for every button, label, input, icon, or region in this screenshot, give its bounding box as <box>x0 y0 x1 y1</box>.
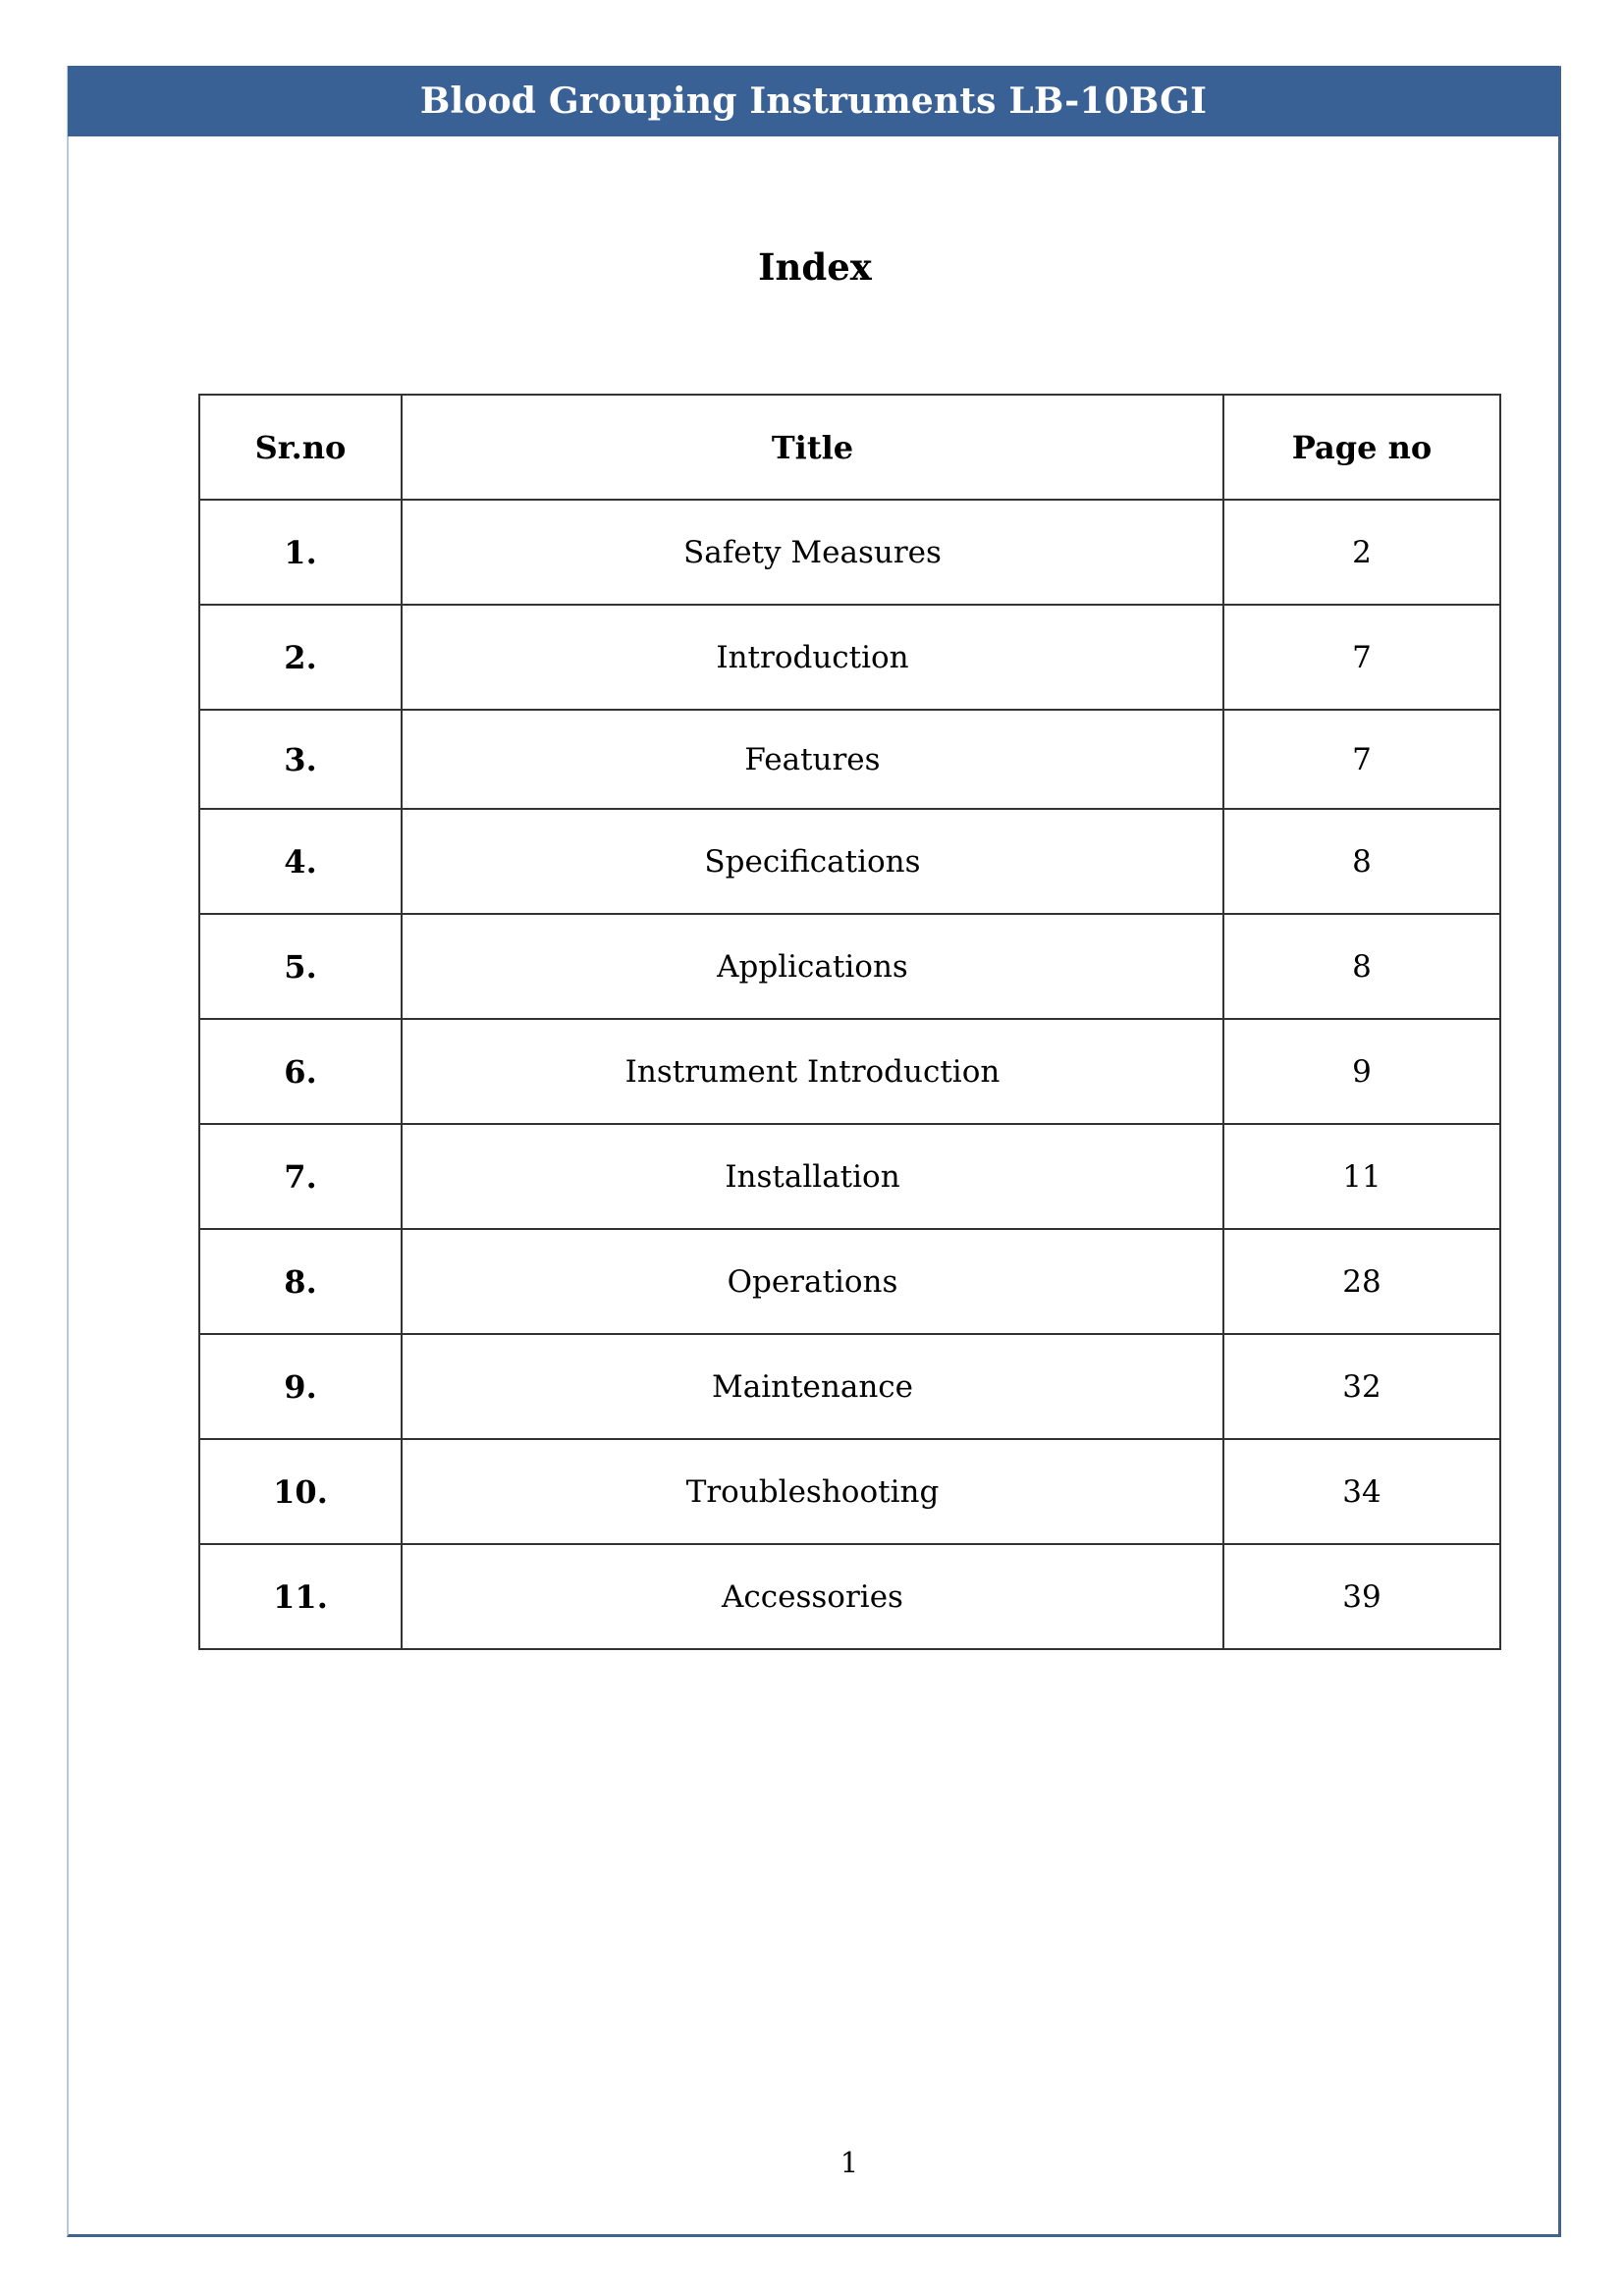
row-title: Applications <box>402 914 1223 1019</box>
row-page-no: 11 <box>1223 1124 1500 1229</box>
document-title: Blood Grouping Instruments LB-10BGI <box>419 80 1208 122</box>
row-title: Installation <box>402 1124 1223 1229</box>
row-sr-no: 10. <box>199 1439 402 1544</box>
row-sr-no: 5. <box>199 914 402 1019</box>
table-row <box>199 1019 1500 1124</box>
row-page-no: 34 <box>1223 1439 1500 1544</box>
table-row <box>199 809 1500 914</box>
row-title: Safety Measures <box>402 500 1223 605</box>
row-page-no: 7 <box>1223 605 1500 710</box>
page-number: 1 <box>839 2146 859 2179</box>
table-row <box>199 1229 1500 1334</box>
row-sr-no: 7. <box>199 1124 402 1229</box>
row-title: Operations <box>402 1229 1223 1334</box>
row-title: Troubleshooting <box>402 1439 1223 1544</box>
table-row <box>199 605 1500 710</box>
row-page-no: 39 <box>1223 1544 1500 1649</box>
row-page-no: 8 <box>1223 809 1500 914</box>
row-page-no: 2 <box>1223 500 1500 605</box>
table-row <box>199 1334 1500 1439</box>
row-sr-no: 8. <box>199 1229 402 1334</box>
row-sr-no: 9. <box>199 1334 402 1439</box>
column-header-page-no: Page no <box>1223 395 1500 500</box>
row-page-no: 9 <box>1223 1019 1500 1124</box>
row-page-no: 32 <box>1223 1334 1500 1439</box>
row-sr-no: 2. <box>199 605 402 710</box>
row-title: Specifications <box>402 809 1223 914</box>
table-row <box>199 500 1500 605</box>
column-header-sr-no: Sr.no <box>199 395 402 500</box>
table-row <box>199 1124 1500 1229</box>
document-header <box>68 66 1559 136</box>
table-row <box>199 914 1500 1019</box>
row-sr-no: 11. <box>199 1544 402 1649</box>
column-header-title: Title <box>402 395 1223 500</box>
row-title: Accessories <box>402 1544 1223 1649</box>
table-header-row <box>199 395 1500 500</box>
index-heading: Index <box>758 245 872 289</box>
row-sr-no: 6. <box>199 1019 402 1124</box>
row-page-no: 28 <box>1223 1229 1500 1334</box>
row-title: Maintenance <box>402 1334 1223 1439</box>
table-row <box>199 1439 1500 1544</box>
row-sr-no: 3. <box>199 710 402 809</box>
row-page-no: 8 <box>1223 914 1500 1019</box>
table-row <box>199 1544 1500 1649</box>
table-row <box>199 710 1500 809</box>
index-table <box>198 394 1501 1650</box>
row-page-no: 7 <box>1223 710 1500 809</box>
row-title: Instrument Introduction <box>402 1019 1223 1124</box>
row-title: Features <box>402 710 1223 809</box>
row-sr-no: 4. <box>199 809 402 914</box>
row-sr-no: 1. <box>199 500 402 605</box>
row-title: Introduction <box>402 605 1223 710</box>
